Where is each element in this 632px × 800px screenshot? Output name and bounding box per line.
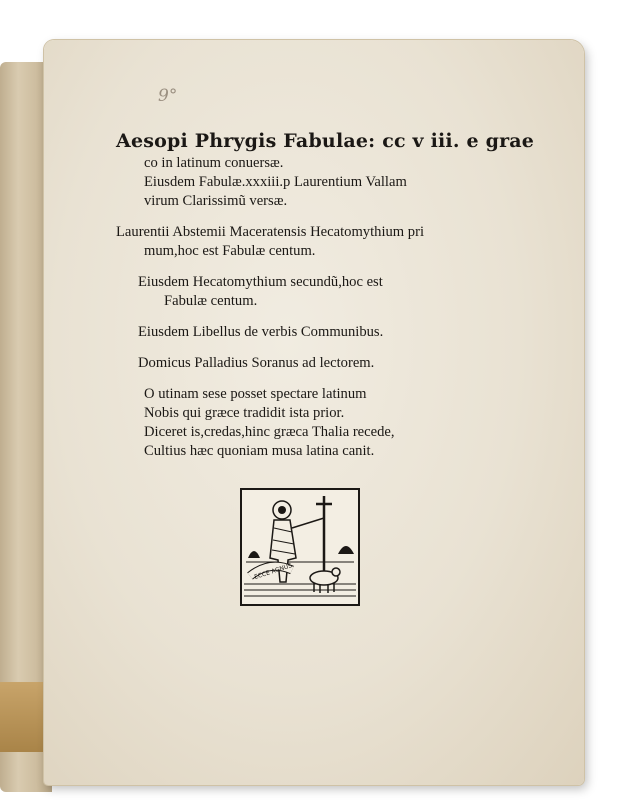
abstemius-line-1: Laurentii Abstemii Maceratensis Hecatomythium pri xyxy=(116,224,425,240)
palladius-line: Domicus Palladius Soranus ad lectorem. xyxy=(138,355,375,371)
libellus-line: Eiusdem Libellus de verbis Communibus. xyxy=(138,324,384,340)
title-text-block xyxy=(116,128,535,461)
hecatomythium-line-2: Fabulæ centum. xyxy=(164,293,258,309)
verse-line-4: Cultius hæc quoniam musa latina canit. xyxy=(144,443,375,459)
title-line-2: co in latinum conuersæ. xyxy=(144,155,284,171)
saint-head xyxy=(278,506,286,514)
vallam-line-2: virum Clarissimũ versæ. xyxy=(144,193,288,209)
woodcut-illustration xyxy=(240,488,360,606)
verse-line-3: Diceret is,credas,hinc græca Thalia recede, xyxy=(144,424,395,440)
woodcut-frame xyxy=(241,489,359,605)
handwritten-note: 9° xyxy=(158,86,178,106)
vallam-line-1: Eiusdem Fabulæ.xxxiii.p Laurentium Vallam xyxy=(144,174,407,190)
hecatomythium-line-1: Eiusdem Hecatomythium secundũ,hoc est xyxy=(138,274,383,290)
verse-line-2: Nobis qui græce tradidit ista prior. xyxy=(144,405,345,421)
verse-line-1: O utinam sese posset spectare latinum xyxy=(144,386,367,402)
abstemius-line-2: mum,hoc est Fabulæ centum. xyxy=(144,243,316,259)
title-line-1: Aesopi Phrygis Fabulae: cc v iii. e grae xyxy=(116,130,535,152)
banner-text: ECCE AGNUS xyxy=(253,562,293,581)
